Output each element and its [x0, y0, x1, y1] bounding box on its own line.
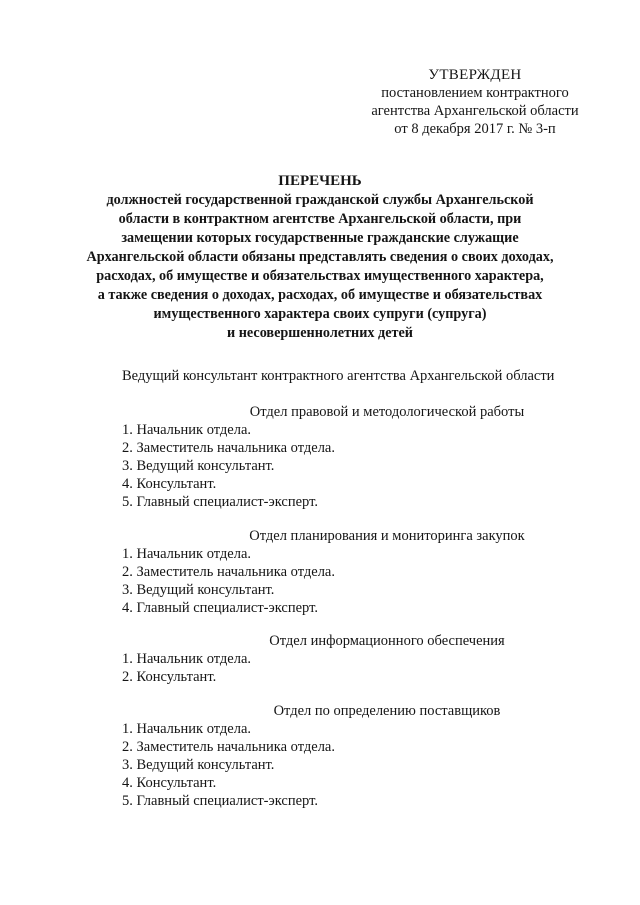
list-item: 3. Ведущий консультант. — [122, 757, 275, 773]
list-item: 2. Заместитель начальника отдела. — [122, 440, 335, 456]
list-item: 3. Ведущий консультант. — [122, 582, 275, 598]
title-line: расходах, об имуществе и обязательствах имущественного характера, — [96, 268, 544, 284]
list-item: 2. Заместитель начальника отдела. — [122, 739, 335, 755]
list-item: 3. Ведущий консультант. — [122, 458, 275, 474]
title-line: а также сведения о доходах, расходах, об имуществе и обязательствах — [97, 287, 543, 303]
list-item: 4. Главный специалист-эксперт. — [122, 600, 318, 616]
title-line: имущественного характера своих супруги (супруга) — [153, 306, 487, 322]
list-item: 2. Заместитель начальника отдела. — [122, 564, 335, 580]
list-item: 5. Главный специалист-эксперт. — [122, 494, 318, 510]
department-title: Отдел информационного обеспечения — [269, 633, 505, 649]
department-section — [122, 702, 592, 810]
title-line: замещении которых государственные гражданские служащие — [121, 230, 519, 246]
title-line: Архангельской области обязаны представлять сведения о своих доходах, — [86, 249, 554, 265]
position-list — [122, 421, 592, 511]
approval-line: агентства Архангельской области — [371, 103, 579, 119]
list-item: 5. Главный специалист-эксперт. — [122, 793, 318, 809]
department-title: Отдел планирования и мониторинга закупок — [249, 528, 525, 544]
approval-line: постановлением контрактного — [381, 85, 569, 101]
list-item: 1. Начальник отдела. — [122, 651, 252, 667]
department-section — [122, 527, 592, 617]
approval-heading: УТВЕРЖДЕН — [428, 67, 522, 83]
list-item: 1. Начальник отдела. — [122, 721, 252, 737]
position-list — [122, 545, 592, 617]
list-item: 4. Консультант. — [122, 775, 217, 791]
document-title — [70, 172, 570, 343]
approval-stamp — [360, 66, 590, 138]
position-list — [122, 650, 592, 686]
lead-position: Ведущий консультант контрактного агентства Архангельской области — [122, 368, 555, 384]
list-item: 1. Начальник отдела. — [122, 546, 252, 562]
department-title: Отдел правовой и методологической работы — [249, 404, 525, 420]
list-item: 1. Начальник отдела. — [122, 422, 252, 438]
department-section — [122, 403, 592, 511]
title-line: области в контрактном агентстве Архангельской области, при — [118, 211, 522, 227]
department-section — [122, 632, 592, 686]
position-list — [122, 720, 592, 810]
department-title: Отдел по определению поставщиков — [273, 703, 501, 719]
title-line: и несовершеннолетних детей — [227, 325, 413, 341]
list-item: 2. Консультант. — [122, 669, 217, 685]
title-line: должностей государственной гражданской службы Архангельской — [106, 192, 534, 208]
title-heading: ПЕРЕЧЕНЬ — [278, 173, 362, 189]
list-item: 4. Консультант. — [122, 476, 217, 492]
approval-date-line: от 8 декабря 2017 г. № 3-п — [394, 121, 556, 137]
